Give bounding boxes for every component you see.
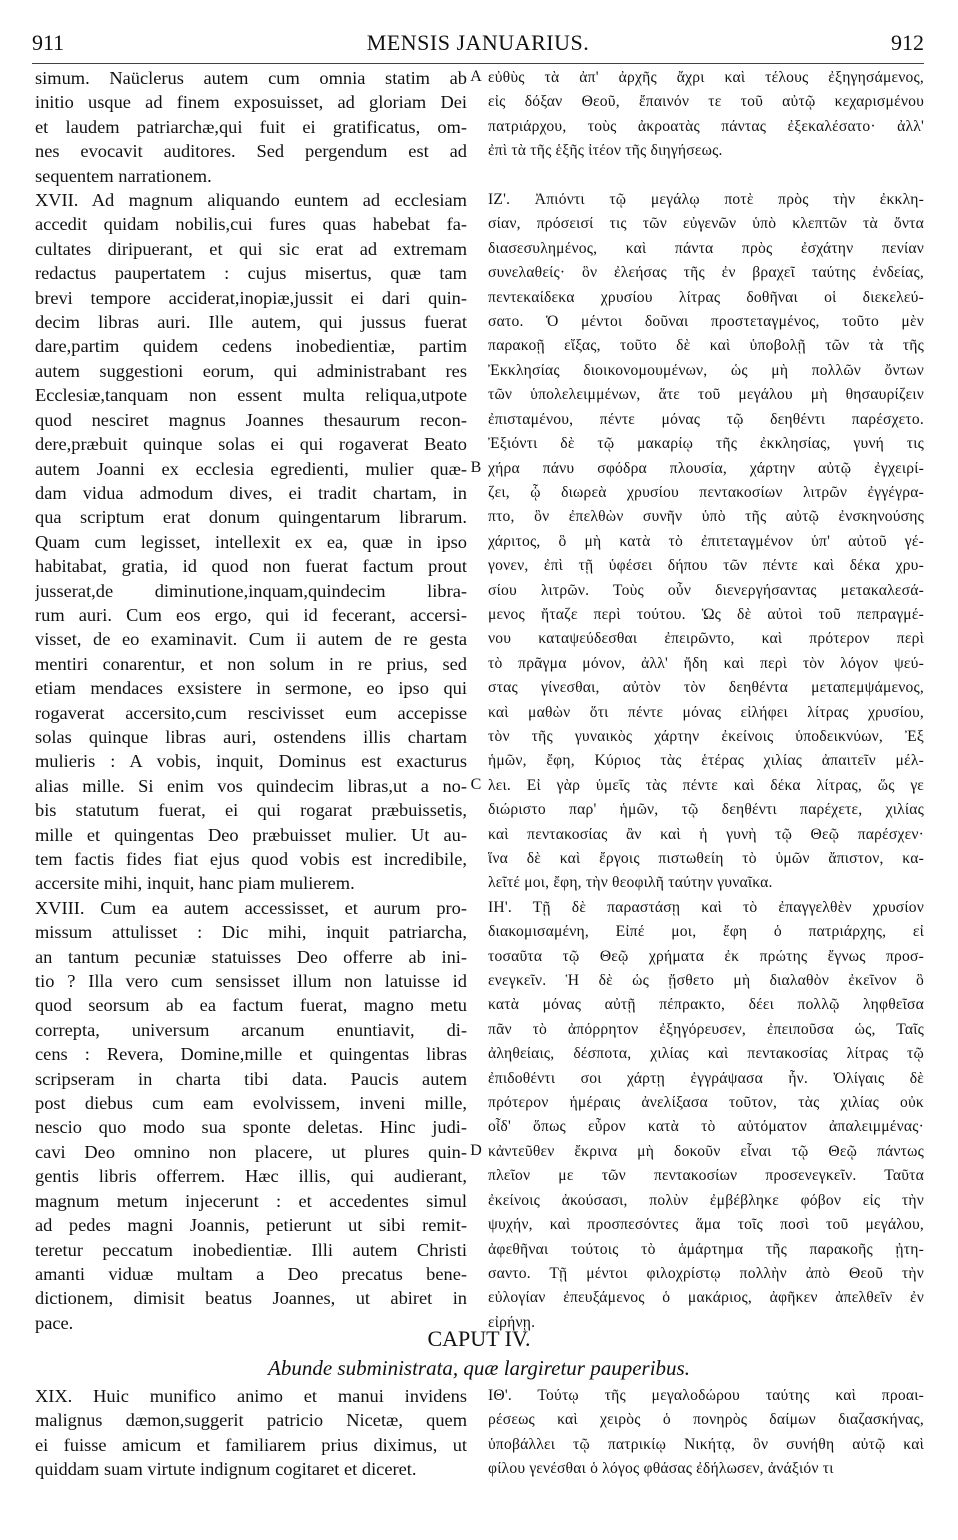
greek-text-line: παρακοῇ εἴξας, τοῦτο δὲ καὶ ὑποβολῇ τῶν τὰ τῆς [488, 337, 924, 355]
latin-text-line: initio usque ad finem exposuisset, ad gloriam Dei [35, 92, 467, 113]
page-header [32, 30, 924, 60]
latin-text-line: redactus paupertatem : cujus misertus, quæ tam [35, 263, 467, 284]
greek-text-line: τὸν τῆς γυναικὸς χάρτην ἐκείνοις ὑποδεικνύων, Ἐξ [488, 727, 924, 745]
latin-text-line: brevi tempore acciderat,inopiæ,jussit ei dari quin- [35, 287, 467, 308]
latin-text-line: mentiri conarentur, et non solum in re prius, sed [35, 653, 467, 674]
latin-text-line: rum auri. Cum eos ergo, qui id fecerant, accersi- [35, 604, 467, 625]
latin-column-top [35, 66, 467, 1335]
latin-text-line: cens : Revera, Domine,mille et quingentas libras [35, 1044, 467, 1065]
latin-text-line: decim libras auri. Ille autem, qui jussus fuerat [35, 312, 467, 333]
latin-text-line: mille et quingentas Deo præbuisset mulier. Ut au- [35, 824, 467, 845]
greek-text-line: κατὰ μόνας αὐτῇ πέπρακτο, δέει πολλῷ ληφθεῖσα [488, 996, 924, 1014]
greek-text-line: σίου λιτρῶν. Τοὺς οὖν διενεργήσαντας μετακαλεσά- [488, 581, 924, 599]
greek-text-line: τῶν ὑπολελειμμένων, ἅτε τοῦ μεγάλου μὴ θησαυρίζειν [488, 386, 924, 404]
chapter-title: CAPUT IV. [427, 1326, 531, 1351]
greek-text-line: γονεν, ἐπὶ τῇ ὑφέσει δήπου τῶν πέντε καὶ δέκα χρυ- [488, 557, 924, 575]
greek-text-line: ψυχήν, καὶ προσπεσόντες ἅμα τοῖς ποσὶ τοῦ μεγάλου, [488, 1216, 924, 1234]
greek-text-line: ἵνα δὲ καὶ ἔργοις πιστωθείη τὸ ὑμῶν ἄπιστον, κα- [488, 850, 924, 867]
greek-text-line: τὸ πρᾶγμα μόνον, ἀλλ' ἤδη καὶ περὶ τὸν λόγον ψεύ- [488, 654, 924, 672]
greek-text-line: πᾶν τὸ ἀπόρρητον ἐξηγόρευσεν, ἐπειποῦσα ὡς, Ταῖς [488, 1020, 924, 1038]
latin-text-line: XVIII. Cum ea autem accessisset, et aurum pro- [35, 897, 467, 918]
greek-text-line: Ἐκκλησίας διοικονομουμένων, ὡς μὴ πολλῶν ὄντων [488, 361, 924, 379]
greek-text-line: εὐλογίαν ἐπευξάμενος ὁ μακάριος, ἀφῆκεν ἀπελθεῖν ἐν [488, 1289, 924, 1307]
margin-letter-c: C [470, 776, 482, 793]
greek-text-line: Ἐξιόντι δὲ τῷ μακαρίῳ τῆς ἐκκλησίας, γυνή τις [488, 435, 924, 453]
greek-text-line: ΙΘ'. Τούτῳ τῆς μεγαλοδώρου ταύτης καὶ προαι- [488, 1387, 924, 1404]
greek-text-line: πρότερον ἡμέραις ἀνελίξασα τοῦτον, τὰς χιλίας οὐκ [488, 1094, 924, 1112]
latin-text-line: Quam cum legisset, intellexit ex ea, quæ in ipso [35, 531, 467, 552]
margin-letter-d: D [470, 1142, 482, 1159]
greek-text-line: πτο, ὃν ἐπελθὼν συνῆν ὑπὸ τῆς αὐτῷ ἐνσκηνούσης [488, 508, 924, 526]
margin-letter-a: A [470, 68, 482, 85]
greek-text-line: χήρα πάνυ σφόδρα πλουσία, χάρτην αὐτῷ ἐγχειρί- [488, 459, 924, 477]
latin-text-line: bis statutum fuerat, ei qui rogarat præbuissetis, [35, 800, 467, 821]
page-number-right: 912 [891, 30, 924, 55]
greek-text-line: σίαν, πρόσεισί τις τῶν εὐγενῶν ὑπὸ κλεπτῶν τὰ ὄντα [488, 215, 924, 233]
latin-text-line: visset, de eo examinavit. Cum ii autem de re gesta [35, 629, 467, 650]
page-number-left: 911 [32, 30, 65, 55]
latin-text-line: teretur peccatum inobedientiæ. Illi autem Christi [35, 1239, 467, 1260]
greek-text-line: ΙΖ'. Ἀπιόντι τῷ μεγάλῳ ποτὲ πρὸς τὴν ἐκκλη- [488, 191, 924, 209]
latin-text-line: qua scriptum erat donum quingentarum librarum. [35, 507, 467, 528]
greek-text-line: ΙΗ'. Τῇ δὲ παραστάσῃ καὶ τὸ ἐπαγγελθὲν χρυσίον [488, 898, 924, 916]
latin-text-line: quod seorsum ab ea factum fuerat, magno metu [35, 995, 467, 1016]
latin-text-line: an tantum pecuniæ statuisses Deo offerre ab ini- [35, 946, 467, 967]
greek-text-line: σαντο. Τῇ μέντοι φιλοχρίστῳ πολλὴν ἀπὸ Θεοῦ τὴν [488, 1264, 924, 1282]
greek-text-line: καὶ πεντακοσίας ἂν καὶ ἡ γυνὴ τῷ Θεῷ παρέσχεν· [488, 825, 924, 843]
greek-text-line: τοσαῦτα τῷ Θεῷ χρήματα ἐκ πρώτης ἔγνως προσ- [488, 947, 924, 965]
latin-text-line: simum. Naüclerus autem cum omnia statim ab [35, 68, 467, 88]
greek-text-line: ζει, ᾧ διωρεὰ χρυσίου πεντακοσίων λιτρῶν ἐγγέγρα- [488, 483, 924, 501]
greek-text-line: εἰς δόξαν Θεοῦ, ἔπαινόν τε τοῦ αὐτῷ κεχαρισμένου [488, 93, 924, 111]
latin-text-line: pace. [35, 1312, 74, 1333]
latin-text-line: scripseram in charta tibi data. Paucis autem [35, 1068, 467, 1089]
greek-text-line: ἐπιδοθέντι σοι χάρτῃ ἐγγράψασα ἦν. Ὀλίγαις δὲ [488, 1069, 924, 1087]
greek-text-line: φίλου γενέσθαι ὁ λόγος φθάσας ἐδήλωσεν, ἀνάξιόν τι [488, 1460, 834, 1478]
greek-text-line: ρέσεως καὶ χειρὸς ὁ πονηρὸς δαίμων διαζασκήνας, [488, 1411, 924, 1429]
latin-text-line: etiam mendaces exsistere in sermone, eo ipso qui [35, 678, 467, 699]
latin-text-line: XIX. Huic munifico animo et manui invidens [35, 1386, 467, 1406]
latin-text-line: jusserat,de diminutione,inquam,quindecim libra- [35, 580, 467, 601]
greek-text-line: συνελαθείς· ὃν ἐλεήσας τῆς ἐν βραχεῖ ταύτης ἐνδείας, [488, 264, 924, 282]
latin-text-line: accersite mihi, inquit, hanc piam mulierem. [35, 873, 355, 894]
latin-text-line: quod nesciret magnus Joannes thesaurum recon- [35, 409, 467, 430]
greek-column-bottom [488, 1384, 924, 1482]
latin-text-line: cavi Deo omnino non placere, ut plures quin- [35, 1141, 467, 1162]
greek-text-line: λεῖτέ μοι, ἔφη, τὴν θεοφιλῆ ταύτην γυναῖκα. [488, 874, 773, 892]
latin-column-bottom [35, 1384, 467, 1482]
latin-text-line: accedit quidam nobilis,cui fures quas habebat fa- [35, 214, 467, 235]
latin-text-line: dere,præbuit quinque solas ei qui rogaverat Beato [35, 434, 467, 455]
greek-text-line: ἐκείνοις ἀκούσασι, πολὺν ἐμβέβληκε φόβον εἰς τὴν [488, 1191, 924, 1209]
greek-text-line: λει. Εἰ γὰρ ὑμεῖς τὰς πέντε καὶ δέκα λίτρας, ὥς γε [488, 776, 924, 794]
chapter-subtitle: Abunde subministrata, quæ largiretur pauperibus. [268, 1356, 690, 1380]
greek-text-line [488, 164, 924, 188]
latin-text-line: ad pedes magni Joannis, petierunt ut sibi remit- [35, 1215, 467, 1236]
latin-text-line: cultates diripuerant, et qui sic erat ad extremam [35, 238, 467, 259]
latin-text-line: quiddam suam virtute indignum cogitaret et diceret. [35, 1459, 417, 1480]
latin-text-line: missum attulisset : Dic mihi, inquit patriarcha, [35, 922, 467, 943]
greek-text-line: ἡμῶν, ἔφη, Κύριος τὰς ἑτέρας χιλίας ἀπαιτεῖν μέλ- [488, 752, 924, 770]
latin-text-line: tio ? Illa vero cum sensisset illum non latuisse id [35, 971, 467, 992]
latin-text-line: dictionem, dimisit beatus Joannes, ut abiret in [35, 1288, 467, 1309]
greek-text-line: στας γίνεσθαι, αὐτὸν τὸν δεηθέντα μεταπεμψάμενος, [488, 679, 924, 697]
greek-text-line: χάριτος, ὃ μὴ κατὰ τὸ ἐπιτεταγμένον ὑπ' αὐτοῦ γέ- [488, 532, 924, 550]
latin-text-line: solas quinque libras auri, ostendens illis chartam [35, 726, 467, 747]
latin-text-line: et laudem patriarchæ,qui fuit ei gratificatus, om- [35, 116, 467, 137]
latin-text-line: autem suggestioni eorum, qui administrabant res [35, 360, 467, 381]
greek-text-line: ἐπισταμένου, πέντε μόνας τῷ δεηθέντι παρέσχετο. [488, 410, 924, 428]
greek-text-line: νου καταψεύδεσθαι ἐπειρῶντο, καὶ πρότερον περὶ [488, 630, 924, 648]
latin-text-line: ei fuisse amicum et familiarem prius diximus, ut [35, 1434, 467, 1455]
latin-text-line: correpta, universum arcanum enuntiavit, di- [35, 1019, 467, 1040]
latin-text-line: sequentem narrationem. [35, 165, 212, 186]
header-rule [32, 63, 924, 64]
greek-text-line: κἀντεῦθεν ἔκρινα μὴ δοκοῦν εἶναι τῷ Θεῷ πάντως [488, 1142, 924, 1160]
greek-text-line: πλεῖον με τῶν πεντακοσίων προσενεγκεῖν. Ταῦτα [488, 1167, 924, 1185]
greek-text-line: διακομισαμένη, Εἰπέ μοι, ἔφη ὁ πατριάρχης, εἰ [488, 923, 924, 941]
greek-text-line: οἶδ' ὅπως εὗρον κατὰ τὸ αὐτόματον ἀπαλειμμένας· [488, 1118, 924, 1136]
latin-text-line: magnum metum injecerunt : et accedentes simul [35, 1190, 467, 1211]
margin-letter-b: B [470, 459, 482, 476]
greek-text-line: ἀφεθῆναι τούτοις τὸ ἁμάρτημα τῆς παρακοῆς ᾐτη- [488, 1240, 924, 1258]
greek-text-line: ἀληθείαις, δέσποτα, χιλίας καὶ πεντακοσίας λίτρας τῷ [488, 1045, 924, 1063]
greek-text-line: σατο. Ὁ μέντοι δοῦναι προστεταγμένος, τοῦτο μὲν [488, 313, 924, 331]
greek-text-line: διώριστο παρ' ἡμῶν, τῷ δεηθέντι παρέχετε, χιλίας [488, 801, 924, 819]
greek-text-line: ὑποβάλλει τῷ πατρικίῳ Νικήτᾳ, ὃν συνήθη αὐτῷ καὶ [488, 1435, 924, 1453]
greek-text-line: πεντεκαίδεκα χρυσίου λίτρας δοθῆναι οἱ διεκελεύ- [488, 288, 924, 306]
latin-text-line: gentis libris offerrem. Hæc illis, qui audierant, [35, 1166, 467, 1187]
greek-text-line: πατριάρχου, τοὺς ἀκροατὰς πάντας ἐξεκαλέσατο· ἀλλ' [488, 117, 924, 135]
running-title: MENSIS JANUARIUS. [366, 30, 590, 55]
greek-text-line: καὶ μαθὼν ὅτι πέντε μόνας εἰλήφει λίτρας χρυσίου, [488, 703, 924, 721]
latin-text-line: malignus dæmon,suggerit patricio Nicetæ, quem [35, 1410, 467, 1431]
latin-text-line: XVII. Ad magnum aliquando euntem ad ecclesiam [35, 190, 467, 211]
greek-text-line: διασεσυλημένος, καὶ πάντα πρὸς ἐσχάτην πενίαν [488, 239, 924, 257]
greek-text-line: εἰρήνῃ. [488, 1313, 536, 1331]
latin-text-line: alias mille. Si enim vos quindecim libras,ut a no- [35, 775, 467, 796]
greek-text-line: ἐπὶ τὰ τῆς ἑξῆς ἰτέον τῆς διηγήσεως. [488, 142, 723, 160]
latin-text-line: autem Joanni ex ecclesia egredienti, mulier quæ- [35, 458, 467, 479]
greek-column-top [488, 66, 924, 1335]
latin-text-line: nescio quo modo sua sponte deletas. Hinc judi- [35, 1117, 467, 1138]
latin-text-line: mulieris : A vobis, inquit, Dominus est exacturus [35, 751, 467, 772]
greek-text-line: εὐθὺς τὰ ἀπ' ἀρχῆς ἄχρι καὶ τέλους ἐξηγησάμενος, [488, 69, 924, 86]
latin-text-line: dare,partim quidem cedens inobedientiæ, partim [35, 336, 467, 357]
latin-text-line: Ecclesiæ,tanquam non essent multa reliqua,utpote [35, 385, 467, 406]
latin-text-line: nes evocavit auditores. Sed pergendum est ad [35, 141, 467, 162]
latin-text-line: amanti viduæ multam a Deo precatus bene- [35, 1263, 467, 1284]
latin-text-line: tem factis fides fiat ejus quod vobis est incredibile, [35, 849, 467, 869]
greek-text-line: μενος ἤταζε περὶ τούτου. Ὡς δὲ αὐτοὶ τοῦ πεπραγμέ- [488, 605, 924, 623]
latin-text-line: dam vidua admodum dives, ei tradit chartam, in [35, 482, 467, 503]
latin-text-line: post diebus cum eam evolvissem, inveni mille, [35, 1093, 467, 1114]
latin-text-line: rogaverat accersito,cum rescivisset eum accepisse [35, 702, 467, 723]
latin-text-line: habitabat, gratia, id quod non fuerat factum prout [35, 556, 467, 577]
greek-text-line: ενεγκεῖν. Ἡ δὲ ὡς ᾔσθετο μὴ διαλαθὸν ἐκεῖνον ὃ [488, 972, 924, 990]
